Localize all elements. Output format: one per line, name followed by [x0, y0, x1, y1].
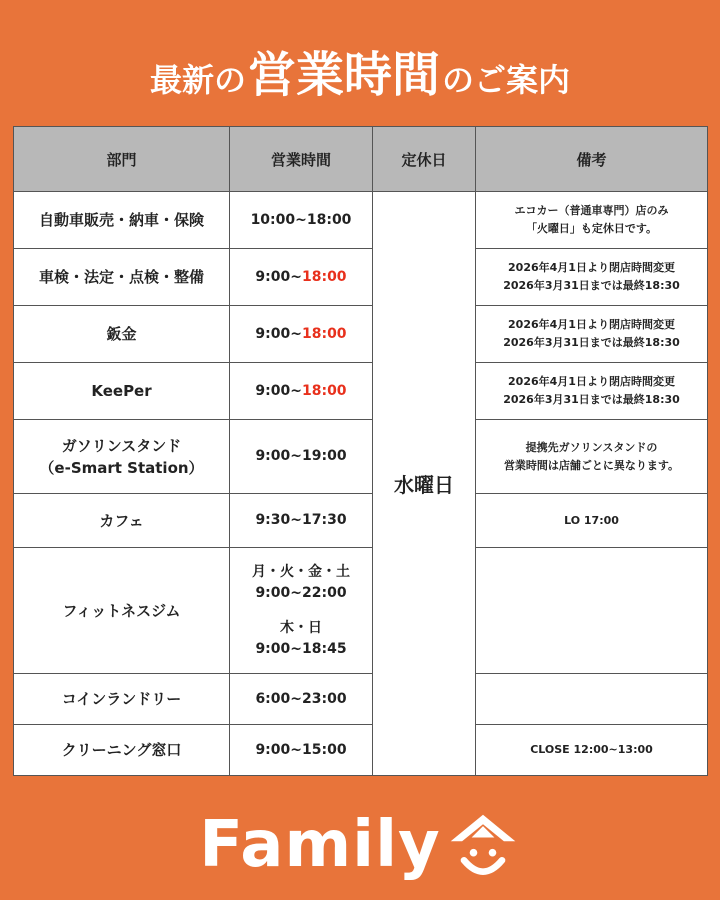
- hours-days: 月・火・金・土: [252, 563, 350, 580]
- hours-cell: [230, 363, 373, 420]
- header-hours: 営業時間: [230, 127, 373, 192]
- hours-cell: [230, 420, 373, 494]
- header-department: 部門: [14, 127, 230, 192]
- note-cell: [476, 674, 708, 725]
- department-name: カフェ: [99, 511, 144, 530]
- hours-cell: [230, 306, 373, 363]
- note-line: 2026年3月31日までは最終18:30: [503, 393, 680, 406]
- hours-text: 6:00~23:00: [255, 690, 347, 707]
- hours-cell: [230, 674, 373, 725]
- department-name: KeePer: [91, 382, 152, 400]
- hours-end-highlight: 18:00: [301, 382, 347, 399]
- department-name: コインランドリー: [61, 690, 182, 708]
- note-line: LO 17:00: [564, 513, 619, 527]
- table-row: [14, 548, 708, 674]
- note-line: CLOSE 12:00~13:00: [530, 743, 653, 756]
- title-main: 営業時間: [247, 47, 440, 103]
- page-title: [0, 36, 720, 112]
- business-hours-table: [13, 126, 708, 776]
- note-cell: [476, 249, 708, 306]
- note-line: 2026年3月31日までは最終18:30: [503, 279, 680, 292]
- header-notes: 備考: [476, 127, 708, 192]
- hours-cell: [230, 725, 373, 776]
- note-line: 「火曜日」も定休日です。: [525, 222, 658, 235]
- department-cell: [14, 725, 230, 776]
- table-row: [14, 306, 708, 363]
- hours-end-highlight: 18:00: [301, 325, 347, 342]
- note-cell: [476, 363, 708, 420]
- department-cell: [14, 674, 230, 725]
- hours-text: 9:00~18:45: [255, 640, 347, 657]
- department-name: ガソリンスタンド: [61, 436, 182, 455]
- hours-cell: [230, 249, 373, 306]
- department-name: クリーニング窓口: [61, 741, 182, 759]
- department-cell: [14, 363, 230, 420]
- hours-start: 9:00~: [255, 268, 302, 285]
- table-row: [14, 494, 708, 548]
- title-prefix: 最新の: [149, 61, 246, 99]
- hours-text: 10:00~18:00: [250, 211, 352, 228]
- department-cell: [14, 494, 230, 548]
- note-cell: [476, 494, 708, 548]
- house-smile-icon: [445, 809, 521, 885]
- note-line: 提携先ガソリンスタンドの: [525, 440, 658, 454]
- department-cell: [14, 306, 230, 363]
- table-header-row: [14, 127, 708, 192]
- note-line: 営業時間は店舗ごとに異なります。: [503, 458, 680, 472]
- hours-text: 9:00~15:00: [255, 741, 347, 758]
- hours-cell: [230, 192, 373, 249]
- logo-text: Family: [199, 808, 441, 882]
- hours-cell: [230, 494, 373, 548]
- closed-day-text: 水曜日: [394, 473, 454, 497]
- note-line: エコカー（普通車専門）店のみ: [514, 204, 669, 217]
- table-row: [14, 192, 708, 249]
- table-row: [14, 420, 708, 494]
- hours-text: 9:30~17:30: [255, 512, 347, 528]
- table-row: [14, 249, 708, 306]
- hours-end-highlight: 18:00: [301, 268, 347, 285]
- department-cell: [14, 249, 230, 306]
- hours-start: 9:00~: [255, 382, 302, 399]
- title-suffix: のご案内: [442, 61, 571, 99]
- department-cell: [14, 420, 230, 494]
- header-closed-day: 定休日: [373, 127, 476, 192]
- department-name: 自動車販売・納車・保険: [38, 211, 204, 229]
- department-name: 鈑金: [106, 325, 137, 343]
- department-subname: （e-Smart Station）: [39, 458, 204, 477]
- hours-start: 9:00~: [255, 325, 302, 342]
- note-line: 2026年4月1日より閉店時間変更: [508, 261, 675, 274]
- department-name: フィットネスジム: [62, 601, 181, 620]
- note-line: 2026年3月31日までは最終18:30: [503, 336, 680, 349]
- department-cell: [14, 192, 230, 249]
- hours-text: 9:00~22:00: [255, 584, 347, 601]
- table-row: [14, 725, 708, 776]
- note-cell: [476, 725, 708, 776]
- table-row: [14, 363, 708, 420]
- hours-days: 木・日: [280, 619, 322, 636]
- table-row: [14, 674, 708, 725]
- note-line: 2026年4月1日より閉店時間変更: [508, 318, 675, 331]
- hours-cell: [230, 548, 373, 674]
- footer-logo: [0, 790, 720, 900]
- department-name: 車検・法定・点検・整備: [38, 268, 204, 286]
- note-cell: [476, 548, 708, 674]
- closed-day-cell: [373, 192, 476, 776]
- hours-text: 9:00~19:00: [255, 448, 347, 464]
- note-cell: [476, 420, 708, 494]
- note-cell: [476, 306, 708, 363]
- note-cell: [476, 192, 708, 249]
- note-line: 2026年4月1日より閉店時間変更: [508, 375, 675, 388]
- department-cell: [14, 548, 230, 674]
